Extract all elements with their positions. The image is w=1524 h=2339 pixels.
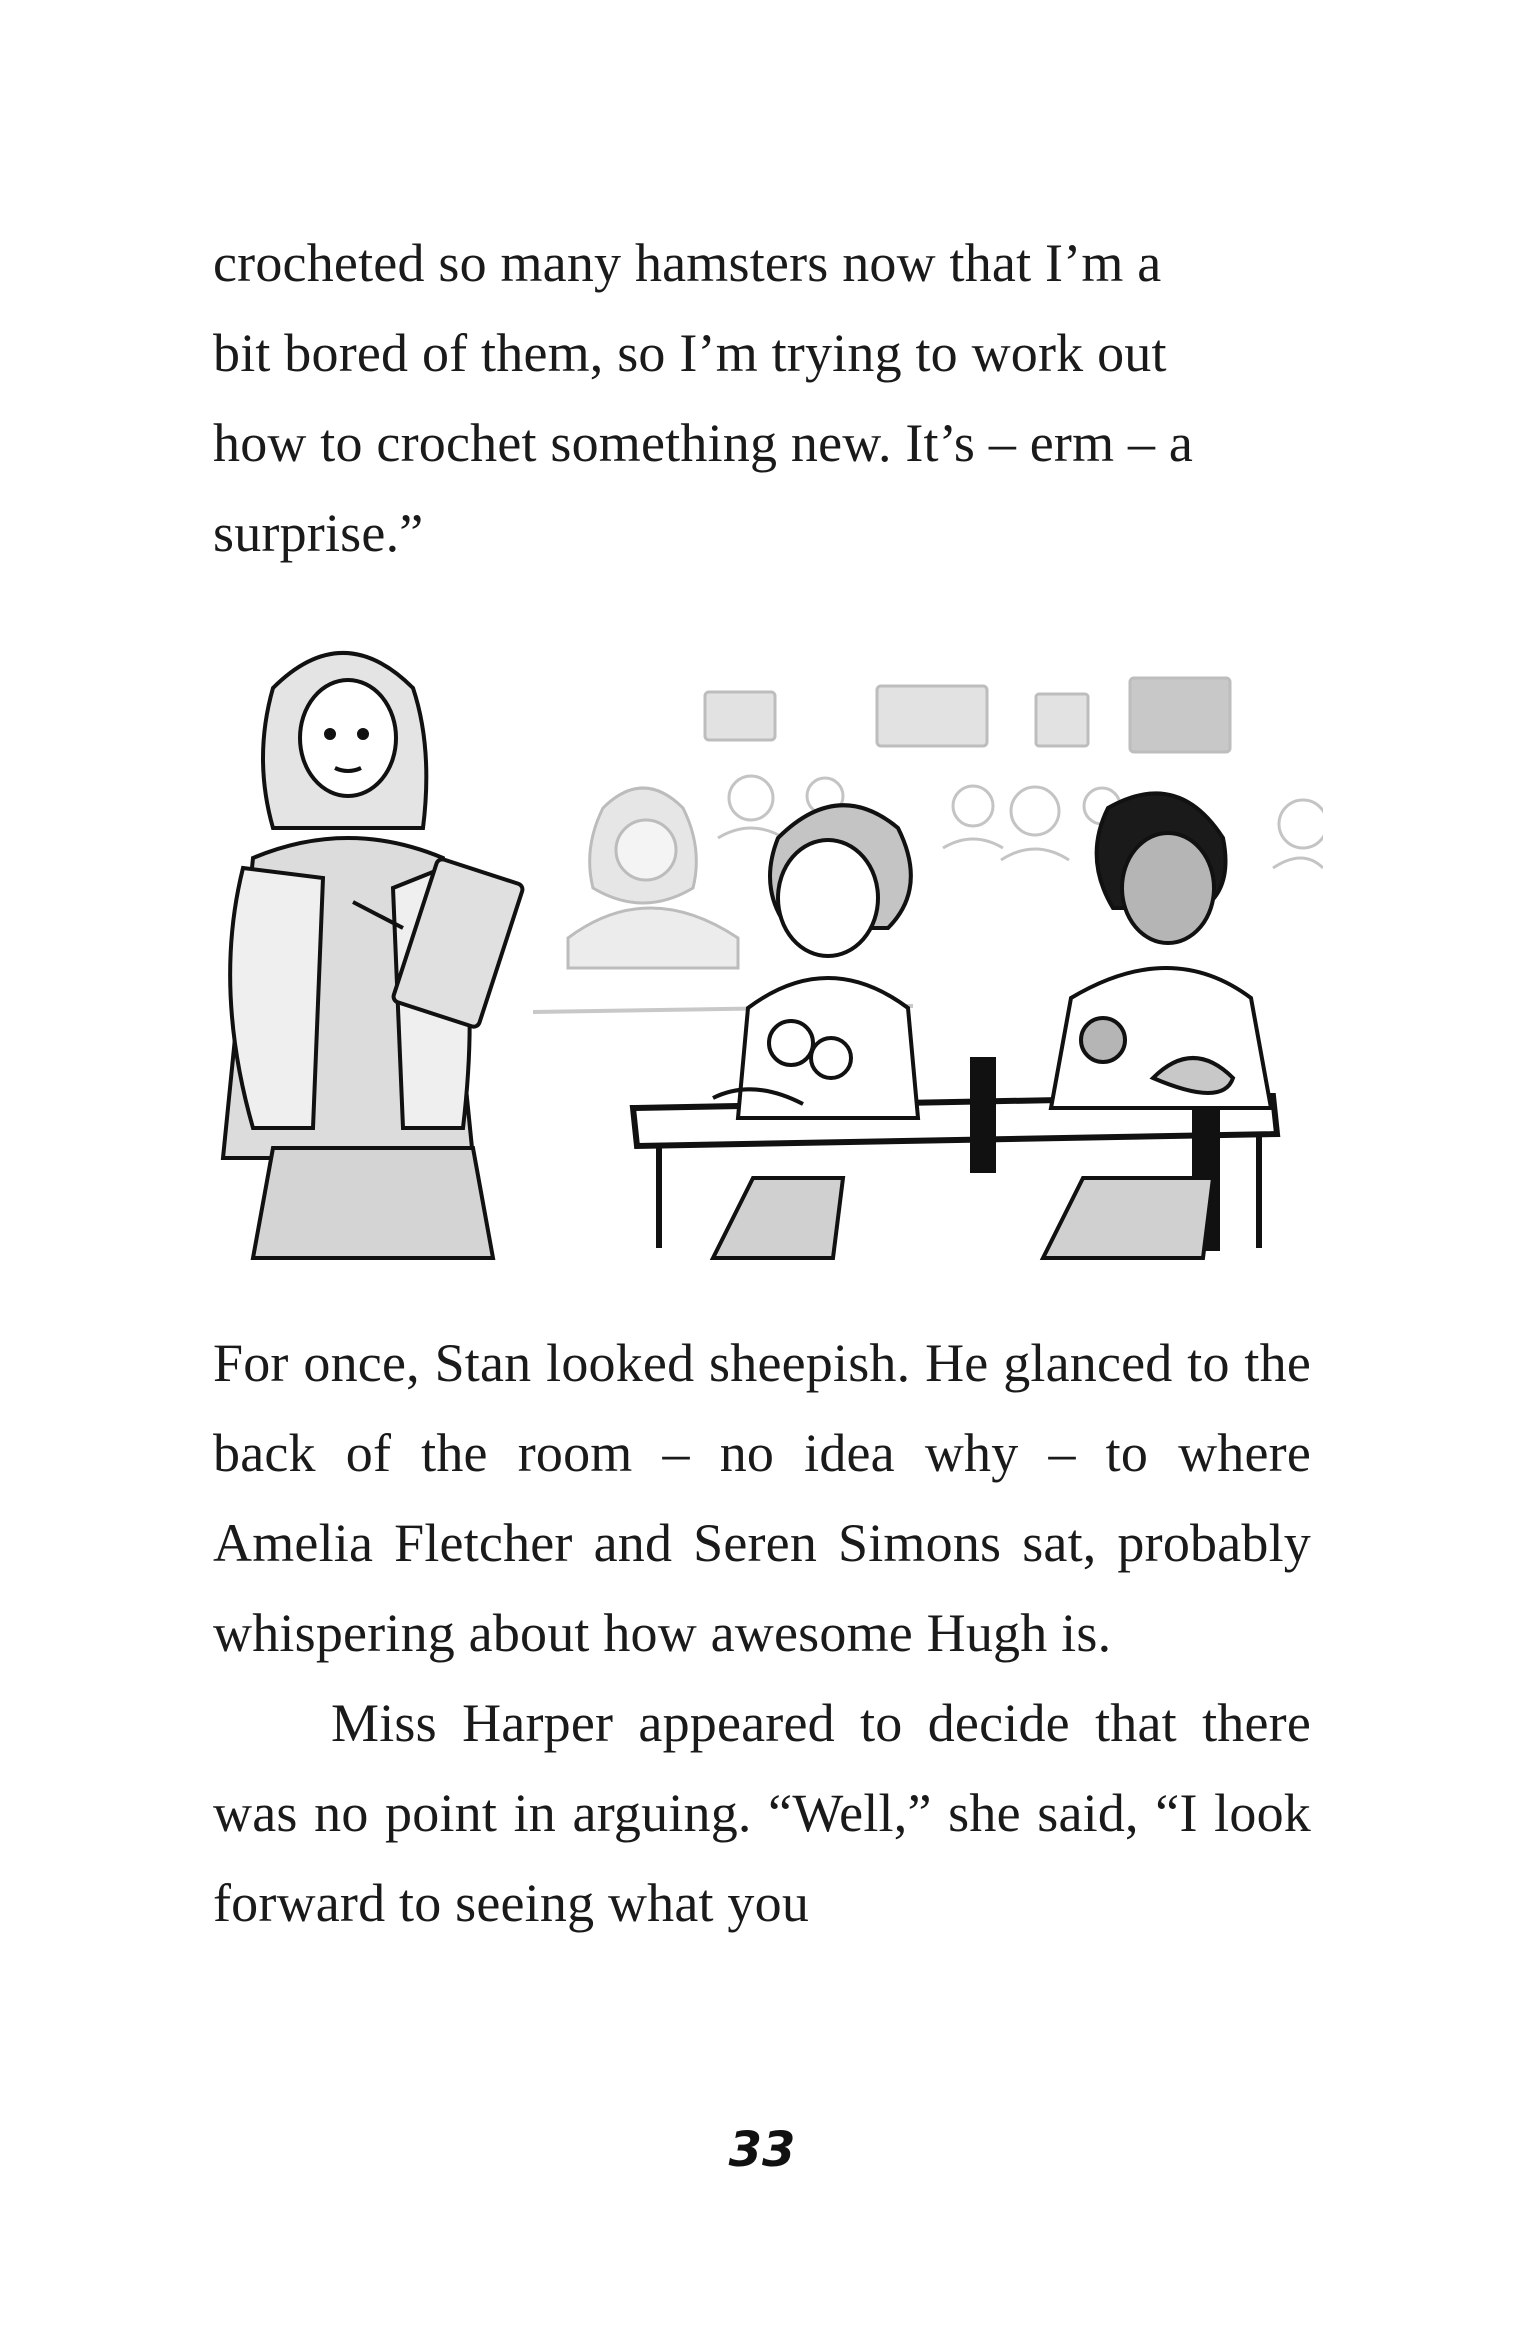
text-line: how to crochet something new. It’s – erm – a	[213, 413, 1194, 473]
classroom-illustration-icon	[213, 628, 1323, 1268]
paragraph-miss-harper: Miss Harper appeared to decide that there was no point in arguing. “Well,” she said, “I look forward to seeing what you	[213, 1693, 1311, 1933]
student-boy-1	[713, 805, 918, 1258]
bottom-paragraphs	[213, 1318, 1311, 1948]
text-line: bit bored of them, so I’m trying to work out	[213, 323, 1167, 383]
page-number: 33	[728, 2122, 796, 2178]
wall-posters	[705, 678, 1230, 752]
teacher-figure	[223, 653, 524, 1258]
text-line: surprise.”	[213, 503, 424, 563]
top-paragraph	[213, 218, 1311, 578]
text-line: crocheted so many hamsters now that I’m a	[213, 233, 1162, 293]
background-girl	[568, 788, 738, 968]
student-boy-2	[1043, 793, 1271, 1258]
paragraph-stan: For once, Stan looked sheepish. He glanced to the back of the room – no idea why – to where Amelia Fletcher and Seren Simons sat, probably whispering about how awesome Hugh is.	[213, 1333, 1311, 1663]
